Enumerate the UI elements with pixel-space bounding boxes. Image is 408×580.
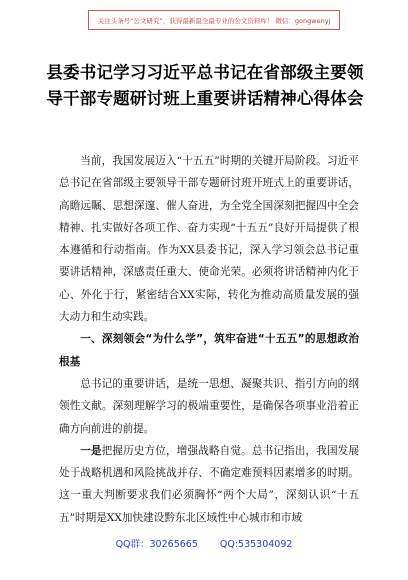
- section-1-paragraph-1: 总书记的重要讲话，是统一思想、凝聚共识、指引方向的纲领性文献。深刻理解学习的极端重要性，是确保各项事业沿着正确方向前进的前提。: [59, 377, 359, 435]
- footer-qq-group: QQ群：30265665: [115, 539, 198, 550]
- section-heading-1: 一、深刻领会“为什么学”，筑牢奋进“十五五”的思想政治根基: [59, 333, 359, 368]
- intro-paragraph: 当前，我国发展迈入“十五五”时期的关键开局阶段。习近平总书记在省部级主要领导干部专题研讨班开班式上的重要讲话，高瞻远瞩、思想深邃、催人奋进，为全党全国深刻把握四中全会精神、扎实做好各项工作、奋力实现“十五五”良好开局提供了根本遵循和行动指南。作为XX县委书记，深入学习领会总书记重要讲话精神，深感责任重大、使命光荣。必须将讲话精神内化于心、外化于行，紧密结合XX实际，转化为推动高质量发展的强大动力和生动实践。: [59, 155, 359, 324]
- section-1-paragraph-2-lead: 一是: [80, 444, 102, 457]
- document-body: [59, 150, 359, 529]
- promo-banner: [88, 10, 340, 30]
- document-title: 县委书记学习习近平总书记在省部级主要领导干部专题研讨班上重要讲话精神心得体会: [46, 63, 364, 108]
- section-1-paragraph-2: [59, 440, 359, 529]
- section-1-paragraph-2-text: 把握历史方位，增强战略自觉。总书记指出，我国发展处于战略机遇和风险挑战并存、不确定难预料因素增多的时期。这一重大判断要求我们必须胸怀“两个大局”，深刻认识“十五五”时期是XX加快建设黔东北区域性中心城市和市域: [59, 444, 360, 524]
- promo-banner-text: 关注头条号“公文研究”，获得最新最全最专业的公文资料库！ 微信：gongwenyj: [97, 16, 331, 25]
- footer-contact: [0, 536, 408, 550]
- footer-qq-number: QQ:535304092: [219, 539, 293, 550]
